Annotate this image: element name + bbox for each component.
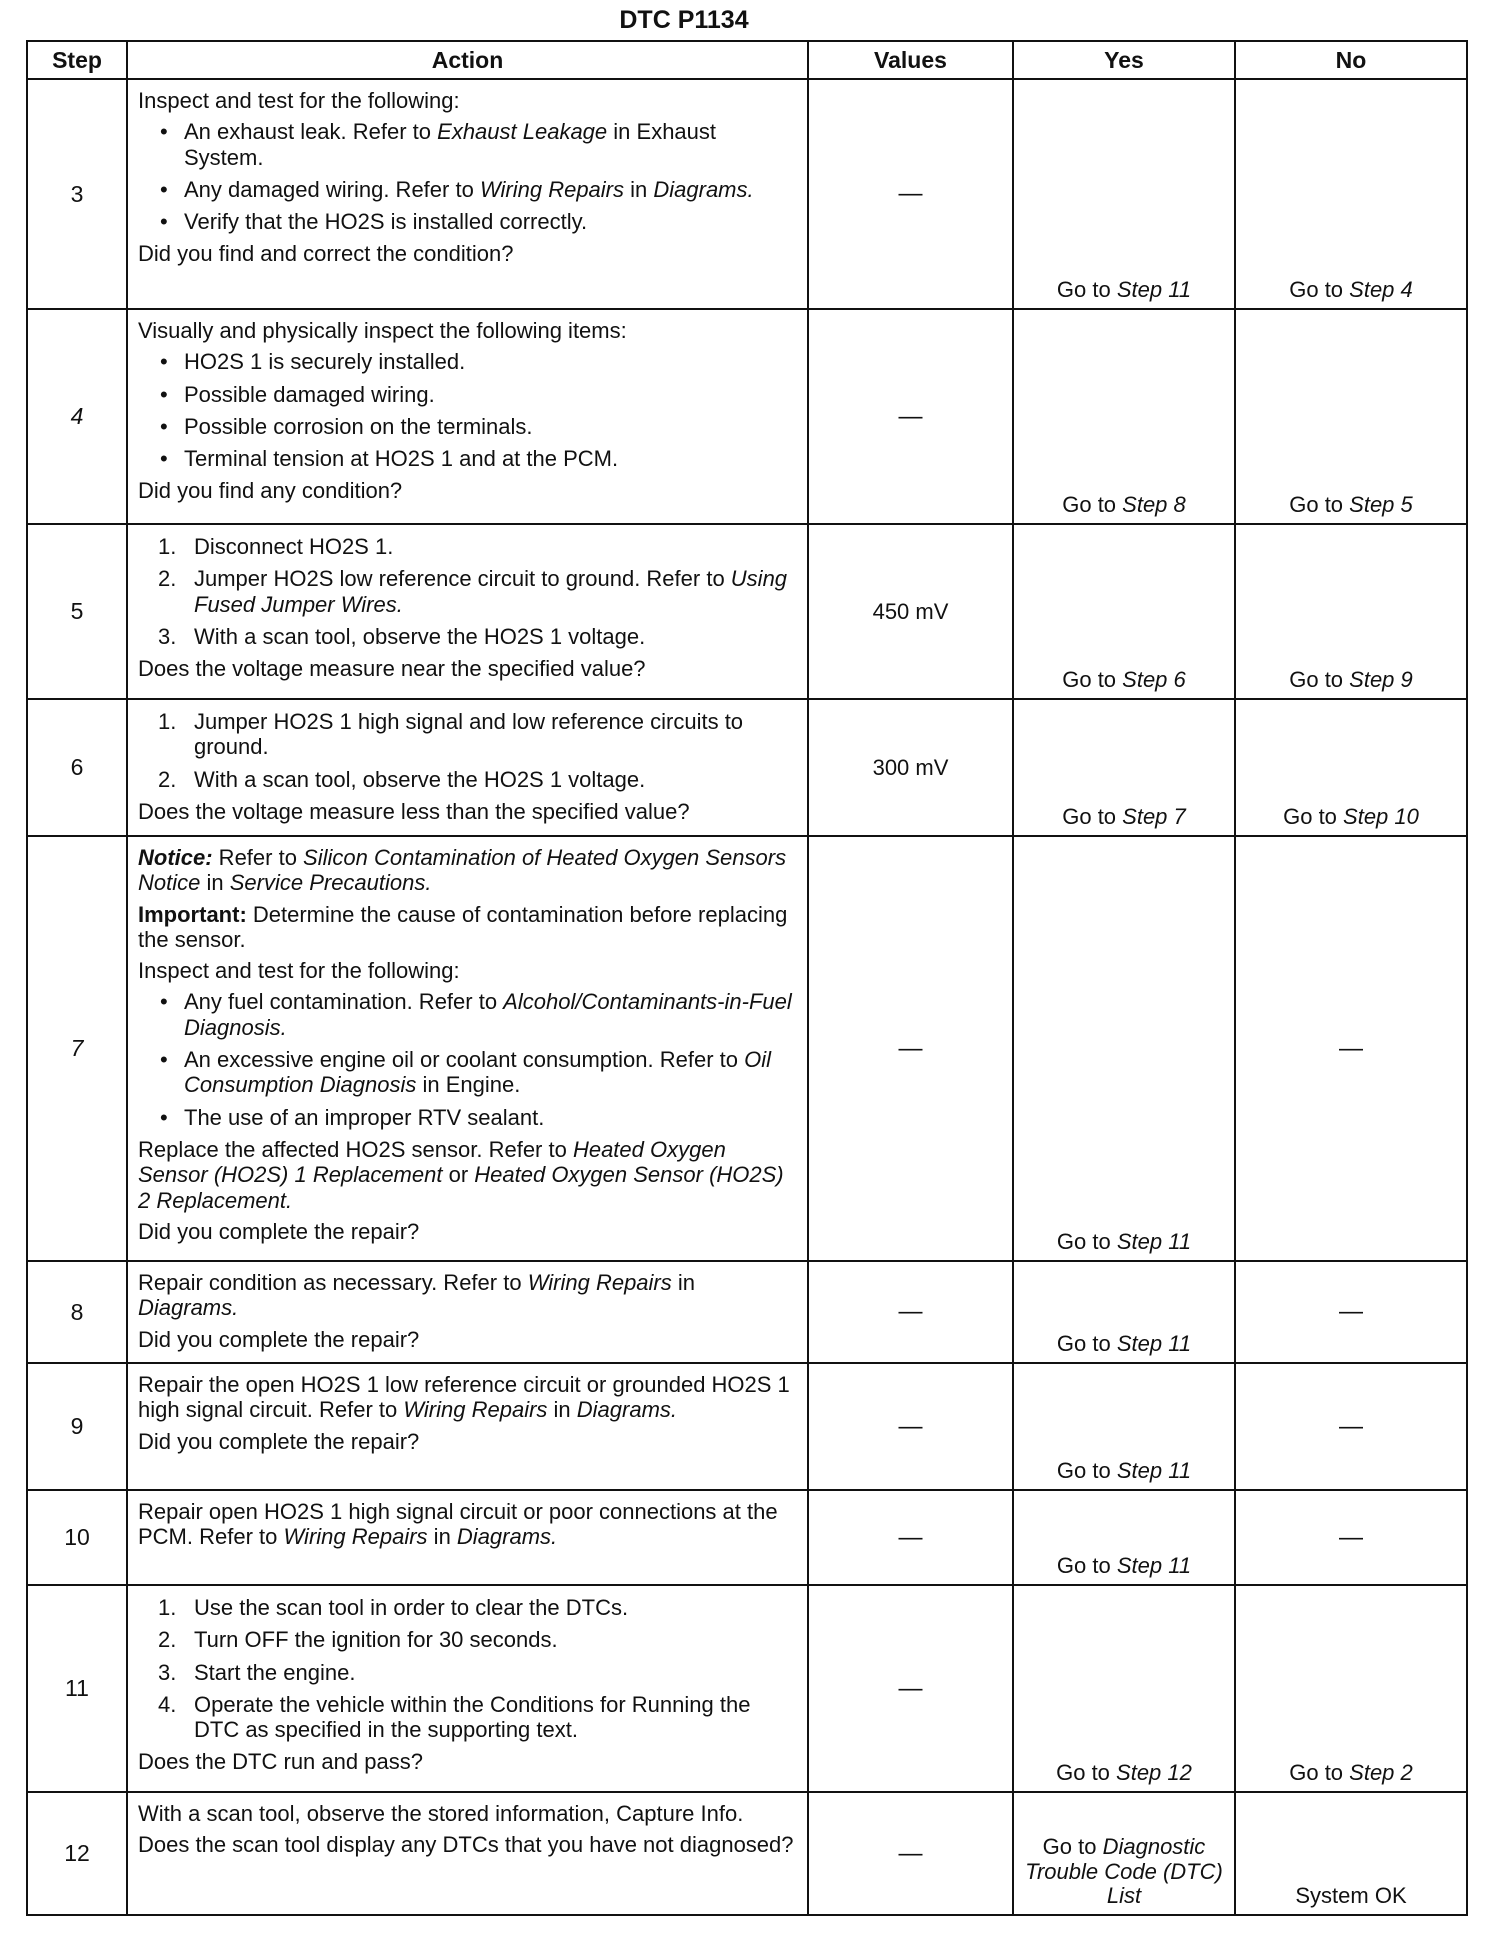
values-cell: 450 mV — [808, 524, 1013, 699]
yes-cell: Go to Step 7 — [1013, 699, 1235, 836]
step-number: 7 — [27, 836, 127, 1261]
yes-cell: Go to Step 6 — [1013, 524, 1235, 699]
header-values: Values — [808, 41, 1013, 79]
question: Does the voltage measure near the specified value? — [138, 656, 646, 682]
step-number: 12 — [27, 1792, 127, 1915]
no-cell: — — [1235, 1363, 1467, 1490]
table-row-step-8 — [27, 1261, 1467, 1363]
no-cell: Go to Step 4 — [1235, 79, 1467, 309]
values-cell: 300 mV — [808, 699, 1013, 836]
yes-cell: Go to Step 11 — [1013, 79, 1235, 309]
numbered-item: 1. Disconnect HO2S 1. — [158, 534, 394, 559]
question: Does the DTC run and pass? — [138, 1749, 423, 1775]
yes-cell: Go to Step 11 — [1013, 1490, 1235, 1585]
numbered-item: 1. Use the scan tool in order to clear the DTCs. — [158, 1595, 629, 1620]
yes-cell: Go to Step 8 — [1013, 309, 1235, 524]
values-cell: — — [808, 1490, 1013, 1585]
action-cell — [127, 524, 808, 699]
notice: Notice: Refer to Silicon Contamination of Heated Oxygen Sensors Notice in Service Precautions. — [138, 845, 787, 896]
no-cell: — — [1235, 1490, 1467, 1585]
no-cell: System OK — [1235, 1792, 1467, 1915]
numbered-item: 3. With a scan tool, observe the HO2S 1 voltage. — [158, 623, 646, 649]
step-number: 6 — [27, 699, 127, 836]
no-cell: Go to Step 2 — [1235, 1585, 1467, 1792]
table-row-step-3 — [27, 79, 1467, 309]
values-cell: — — [808, 79, 1013, 309]
bullet-item: • Verify that the HO2S is installed correctly. — [138, 209, 797, 234]
no-cell: Go to Step 10 — [1235, 699, 1467, 836]
table-row-step-11 — [27, 1585, 1467, 1792]
values-cell: — — [808, 1261, 1013, 1363]
numbered-item: 1. Jumper HO2S 1 high signal and low reference circuits to ground. — [158, 709, 744, 760]
values-cell: — — [808, 1585, 1013, 1792]
step-number: 11 — [27, 1585, 127, 1792]
step-number: 10 — [27, 1490, 127, 1585]
action-cell: Inspect and test for the following: • An exhaust leak. Refer to Exhaust Leakage in Exhaust System. • Any damaged wiring. Refer to Wiring Repairs in Diagrams. • Verify that the HO2S is installed correctly. Did you find and correct the condition? — [127, 79, 808, 309]
question: Does the scan tool display any DTCs that you have not diagnosed? — [138, 1832, 794, 1858]
bullet-item: • An exhaust leak. Refer to Exhaust Leakage in Exhaust System. — [138, 119, 797, 170]
no-cell: Go to Step 9 — [1235, 524, 1467, 699]
table-row-step-10 — [27, 1490, 1467, 1585]
table-row-step-9 — [27, 1363, 1467, 1490]
action-cell: Notice: Refer to Silicon Contamination of Heated Oxygen Sensors Notice in Service Precautions. Important: Determine the cause of contamination before replacing the sensor. Inspect and test for the following: • Any fuel contamination. Refer to Alcohol/Contaminants-in-Fuel Diagnosis. • An excessive engine oil or coolant consumption. Refer to Oil Consumption Diagnosis in Engine. • The use of an improper RTV sealant. Replace the affected HO2S sensor. Refer to Heated Oxygen Sensor (HO2S) 1 Replacement or Heated Oxygen Sensor (HO2S) 2 Replacement. Did you complete the repair? — [127, 836, 808, 1261]
yes-cell: Go to Diagnostic Trouble Code (DTC) List — [1013, 1792, 1235, 1915]
question: Did you complete the repair? — [138, 1428, 420, 1454]
action-cell: Repair open HO2S 1 high signal circuit or poor connections at the PCM. Refer to Wiring Repairs in Diagrams. — [127, 1490, 808, 1585]
no-cell: — — [1235, 836, 1467, 1261]
table-row-step-7 — [27, 836, 1467, 1261]
values-cell: — — [808, 1792, 1013, 1915]
header-step: Step — [27, 41, 127, 79]
table-row-step-6 — [27, 699, 1467, 836]
header-no: No — [1235, 41, 1467, 79]
table-row-step-4 — [27, 309, 1467, 524]
step-number: 4 — [27, 309, 127, 524]
table-row-step-5 — [27, 524, 1467, 699]
values-cell: — — [808, 309, 1013, 524]
question: Did you find and correct the condition? — [138, 241, 514, 267]
table-row-step-12 — [27, 1792, 1467, 1915]
question: Does the voltage measure less than the specified value? — [138, 798, 690, 824]
action-cell — [127, 699, 808, 836]
numbered-item: 2. Jumper HO2S low reference circuit to ground. Refer to Using Fused Jumper Wires. — [158, 566, 788, 617]
header-yes: Yes — [1013, 41, 1235, 79]
action-cell: With a scan tool, observe the stored information, Capture Info. Does the scan tool display any DTCs that you have not diagnosed? — [127, 1792, 808, 1915]
numbered-item: 2. Turn OFF the ignition for 30 seconds. — [158, 1627, 558, 1653]
bullet-item: • Any damaged wiring. Refer to Wiring Repairs in Diagrams. — [138, 177, 797, 202]
yes-cell: Go to Step 11 — [1013, 836, 1235, 1261]
bullet-item: • The use of an improper RTV sealant. — [138, 1105, 797, 1130]
important-note: Important: Determine the cause of contamination before replacing the sensor. — [138, 901, 788, 952]
question: Did you find any condition? — [138, 478, 403, 504]
values-cell: — — [808, 1363, 1013, 1490]
bullet-item: • Possible corrosion on the terminals. — [138, 414, 797, 439]
diagnostic-table — [26, 40, 1468, 1916]
question: Did you complete the repair? — [138, 1218, 420, 1244]
header-row — [27, 41, 1467, 79]
numbered-item: 4. Operate the vehicle within the Conditions for Running the DTC as specified in the supporting text. — [158, 1691, 751, 1743]
question: Did you complete the repair? — [138, 1326, 420, 1352]
page-title: DTC P1134 — [619, 6, 749, 34]
header-action: Action — [127, 41, 808, 79]
step-number: 8 — [27, 1261, 127, 1363]
yes-cell: Go to Step 11 — [1013, 1261, 1235, 1363]
bullet-item: • Possible damaged wiring. — [138, 382, 797, 407]
bullet-item: • Terminal tension at HO2S 1 and at the PCM. — [138, 446, 797, 471]
bullet-item: • HO2S 1 is securely installed. — [138, 349, 797, 374]
step-number: 9 — [27, 1363, 127, 1490]
step-number: 5 — [27, 524, 127, 699]
values-cell: — — [808, 836, 1013, 1261]
step-number: 3 — [27, 79, 127, 309]
bullet-item: • An excessive engine oil or coolant consumption. Refer to Oil Consumption Diagnosis in Engine. — [138, 1047, 797, 1098]
action-cell — [127, 1585, 808, 1792]
no-cell: — — [1235, 1261, 1467, 1363]
yes-cell: Go to Step 11 — [1013, 1363, 1235, 1490]
action-cell: Repair condition as necessary. Refer to Wiring Repairs in Diagrams. Did you complete the repair? — [127, 1261, 808, 1363]
bullet-item: • Any fuel contamination. Refer to Alcohol/Contaminants-in-Fuel Diagnosis. — [138, 989, 797, 1040]
action-cell: Visually and physically inspect the following items: • HO2S 1 is securely installed. • Possible damaged wiring. • Possible corrosion on the terminals. • Terminal tension at HO2S 1 and at the PCM. Did you find any condition? — [127, 309, 808, 524]
yes-cell: Go to Step 12 — [1013, 1585, 1235, 1792]
numbered-item: 3. Start the engine. — [158, 1659, 356, 1685]
numbered-item: 2. With a scan tool, observe the HO2S 1 voltage. — [158, 766, 646, 792]
no-cell: Go to Step 5 — [1235, 309, 1467, 524]
action-cell: Repair the open HO2S 1 low reference circuit or grounded HO2S 1 high signal circuit. Refer to Wiring Repairs in Diagrams. Did you complete the repair? — [127, 1363, 808, 1490]
